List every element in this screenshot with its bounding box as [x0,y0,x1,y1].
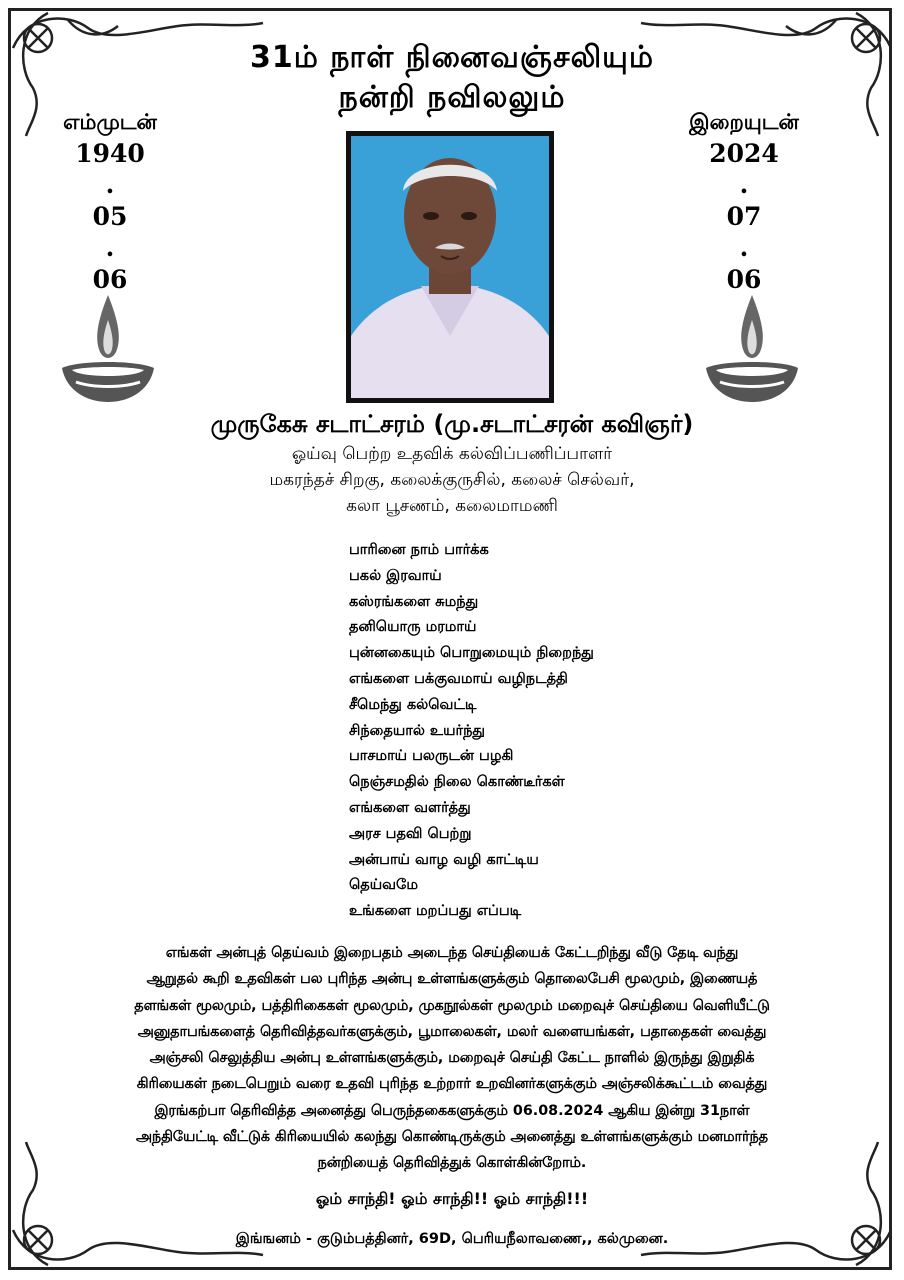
om-shanti-line: ஓம் சாந்தி! ஓம் சாந்தி!! ஓம் சாந்தி!!! [315,1189,589,1208]
birth-date-column [40,110,180,296]
portrait-photo [346,131,554,403]
poem-line: தெய்வமே [349,877,419,894]
death-dot-1: . [739,170,749,199]
poem-line: சீமெந்து கல்வெட்டி [349,696,477,713]
thanks-line: இரங்கற்பா தெரிவித்த அனைத்து பெருந்தகைகளுக்கும் 06.08.2024 ஆகிய இன்று 31நாள் [154,1102,750,1119]
thanks-line: தளங்கள் மூலமும், பத்திரிகைகள் மூலமும், முகநூல்கள் மூலமும் மறைவுச் செய்தியை வெளியீட்டு [134,997,770,1014]
portrait-illustration [351,136,549,398]
death-day: 06 [726,265,762,294]
poem-line: கஸ்ரங்களை சுமந்து [349,593,479,610]
birth-label: எம்முடன் [63,110,157,134]
death-year: 2024 [709,139,779,168]
thanks-paragraph [20,940,884,1177]
family-signature: இங்ஙனம் - குடும்பத்தினர், 69D, பெரியநீலாவணை,, கல்முனை. [235,1231,669,1247]
thanks-line: நன்றியைத் தெரிவித்துக் கொள்கின்றோம். [317,1155,587,1172]
death-month: 07 [726,202,762,231]
memorial-poem [349,538,749,925]
poem-line: புன்னகையும் பொறுமையும் நிறைந்து [349,645,594,662]
birth-month: 05 [92,202,128,231]
poem-line: எங்களை வளர்த்து [349,799,471,816]
page-title-line2: நன்றி நவிலலும் [338,80,566,115]
poem-line: நெஞ்சமதில் நிலை கொண்டீர்கள் [349,774,565,791]
thanks-line: அந்தியேட்டி வீட்டுக் கிரியையில் கலந்து கொண்டிருக்கும் அனைத்து உள்ளங்களுக்கும் மனமார்ந்த [136,1129,768,1146]
thanks-line: எங்கள் அன்புத் தெய்வம் இறைபதம் அடைந்த செய்தியைக் கேட்டறிந்து வீடு தேடி வந்து [165,945,739,961]
poem-line: பகல் இரவாய் [349,567,442,584]
oil-lamp-right-icon [702,290,802,410]
poem-line: பாசமாய் பலருடன் பழகி [349,748,514,765]
poem-line: அன்பாய் வாழ வழி காட்டிய [349,851,539,868]
poem-line: அரச பதவி பெற்று [349,825,472,842]
poem-line: உங்களை மறப்பது எப்படி [349,903,522,920]
oil-lamp-left-icon [58,290,158,410]
poem-line: சிந்தையால் உயர்ந்து [349,722,485,739]
person-title-line: மகரந்தச் சிறகு, கலைக்குருசில், கலைச் செல்வர், [269,470,635,490]
person-title-line: ஓய்வு பெற்ற உதவிக் கல்விப்பணிப்பாளர் [291,444,613,464]
poem-line: தனியொரு மரமாய் [349,619,477,636]
death-date-column [674,110,814,296]
birth-dot-2: . [105,233,115,262]
thanks-line: அனுதாபங்களைத் தெரிவித்தவர்களுக்கும், பூமாலைகள், மலர் வளையங்கள், பதாதைகள் வைத்து [137,1023,767,1040]
thanks-line: அஞ்சலி செலுத்திய அன்பு உள்ளங்களுக்கும், மறைவுச் செய்தி கேட்ட நாளில் இருந்து இறுதிக் [149,1050,755,1067]
birth-dot-1: . [105,170,115,199]
poem-line: எங்களை பக்குவமாய் வழிநடத்தி [349,670,568,687]
birth-day: 06 [92,265,128,294]
page-title-line1: 31ம் நாள் நினைவஞ்சலியும் [249,40,655,75]
death-dot-2: . [739,233,749,262]
poem-line: பாரினை நாம் பார்க்க [349,542,489,558]
person-title-line: கலா பூசணம், கலைமாமணி [346,496,558,516]
death-label: இறையுடன் [689,110,799,134]
deceased-name: முருகேசு சடாட்சரம் (மு.சடாட்சரன் கவிஞர்) [210,410,694,438]
thanks-line: ஆறுதல் கூறி உதவிகள் பல புரிந்த அன்பு உள்ளங்களுக்கும் தொலைபேசி மூலமும், இணையத் [146,971,758,988]
birth-year: 1940 [75,139,145,168]
thanks-line: கிரியைகள் நடைபெறும் வரை உதவி புரிந்த உற்றார் உறவினர்களுக்கும் அஞ்சலிக்கூட்டம் வைத்து [136,1076,768,1093]
